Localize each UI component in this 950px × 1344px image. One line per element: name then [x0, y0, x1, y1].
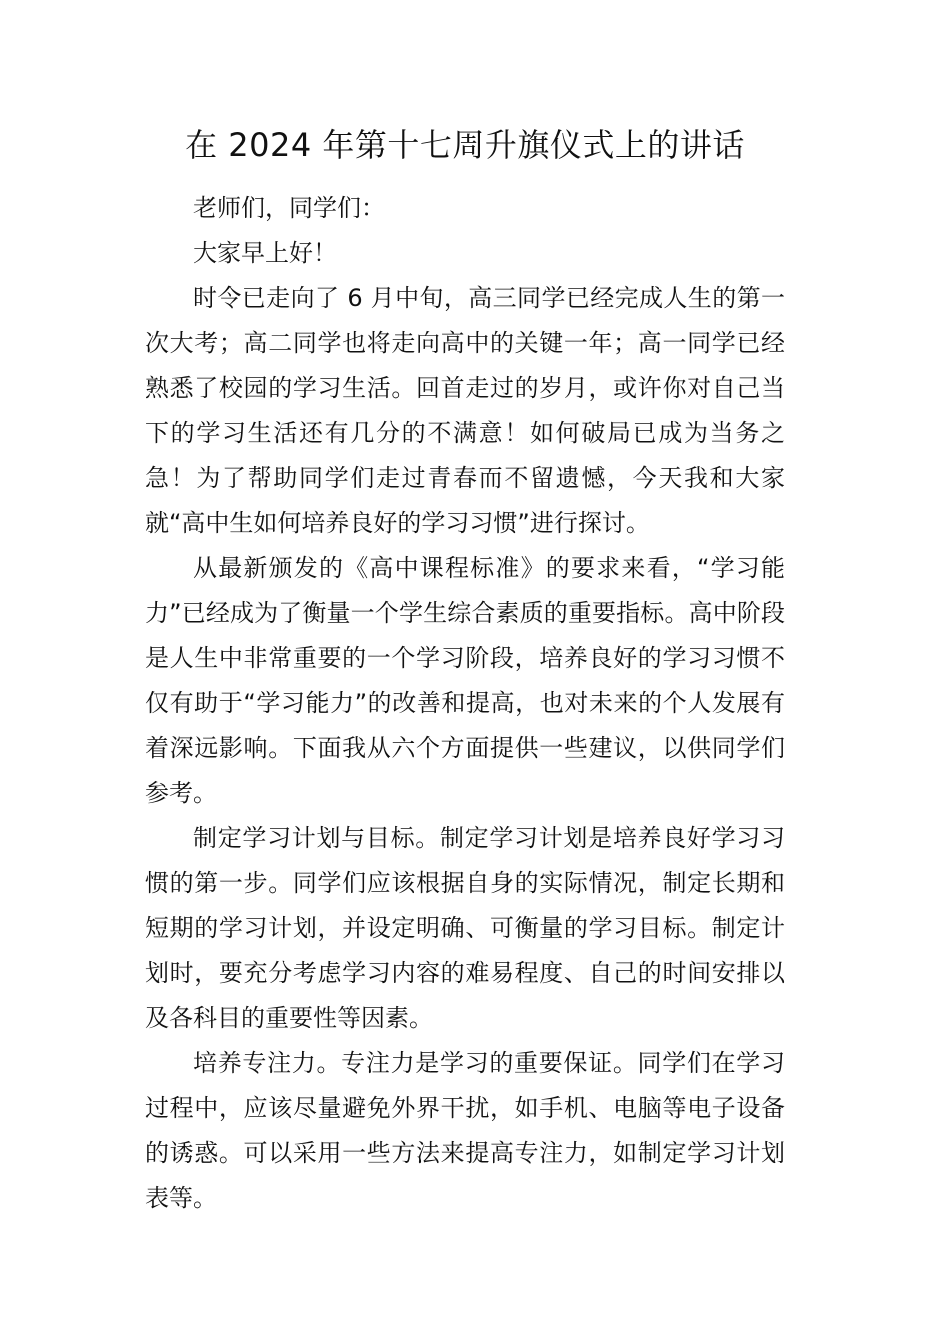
greeting: 大家早上好！ [193, 239, 337, 267]
document-body [145, 186, 785, 1221]
document-title: 在 2024 年第十七周升旗仪式上的讲话 [185, 126, 745, 164]
paragraph: 制定学习计划与目标。制定学习计划是培养良好学习习惯的第一步。同学们应该根据自身的实际情况，制定长期和短期的学习计划，并设定明确、可衡量的学习目标。制定计划时，要充分考虑学习内容的难易程度、自己的时间安排以及各科目的重要性等因素。 [145, 824, 785, 1032]
paragraph: 时令已走向了 6 月中旬，高三同学已经完成人生的第一次大考；高二同学也将走向高中的关键一年；高一同学已经熟悉了校园的学习生活。回首走过的岁月，或许你对自己当下的学习生活还有几分的不满意！如何破局已成为当务之急！为了帮助同学们走过青春而不留遗憾，今天我和大家就“高中生如何培养良好的学习习惯”进行探讨。 [145, 284, 785, 537]
paragraph: 从最新颁发的《高中课程标准》的要求来看，“学习能力”已经成为了衡量一个学生综合素质的重要指标。高中阶段是人生中非常重要的一个学习阶段，培养良好的学习习惯不仅有助于“学习能力”的改善和提高，也对未来的个人发展有着深远影响。下面我从六个方面提供一些建议，以供同学们参考。 [145, 554, 785, 807]
salutation: 老师们，同学们： [193, 194, 385, 222]
document-page [145, 118, 785, 1221]
paragraph: 培养专注力。专注力是学习的重要保证。同学们在学习过程中，应该尽量避免外界干扰，如手机、电脑等电子设备的诱惑。可以采用一些方法来提高专注力，如制定学习计划表等。 [145, 1049, 785, 1212]
